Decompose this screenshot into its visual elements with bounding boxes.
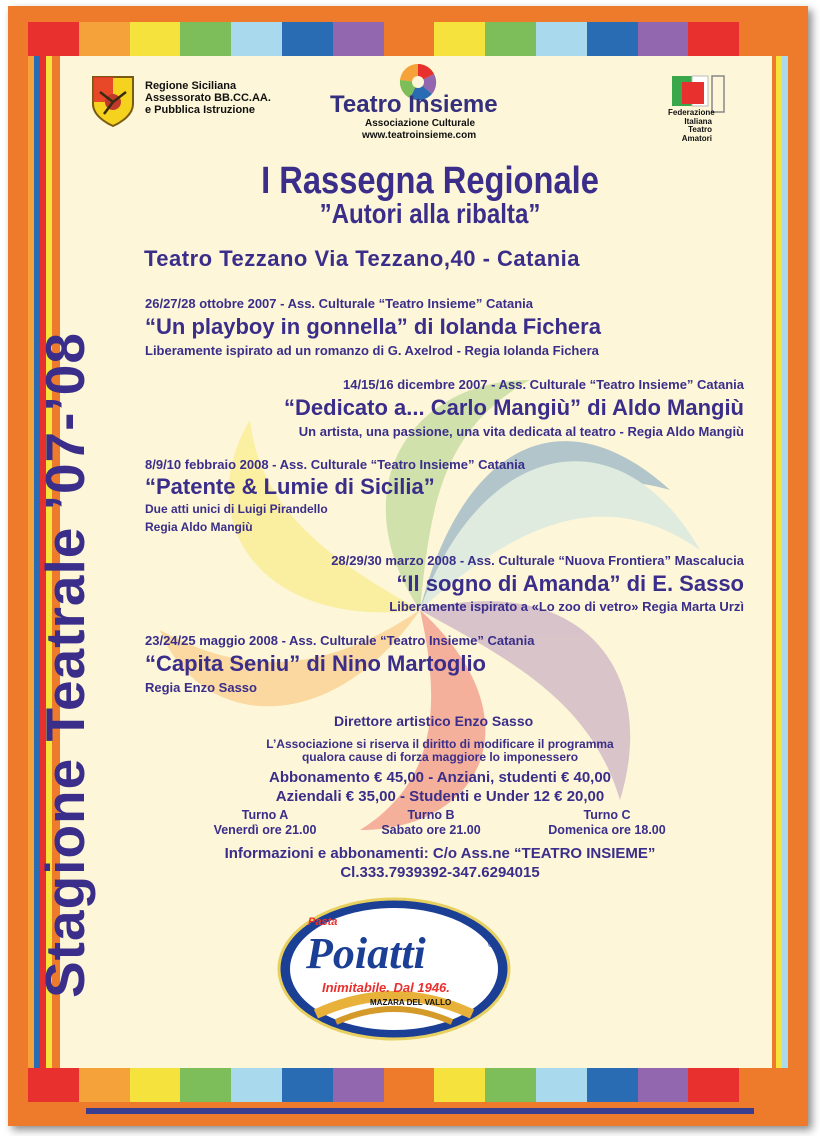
color-stripe-block <box>688 1068 739 1102</box>
show-3-note-2: Regia Aldo Mangiù <box>145 520 253 534</box>
color-stripe-block <box>282 1068 333 1102</box>
color-stripe-block <box>434 1068 485 1102</box>
color-stripe-block <box>180 22 231 56</box>
top-color-stripes <box>28 22 790 56</box>
color-stripe-block <box>231 22 282 56</box>
region-line-3: e Pubblica Istruzione <box>145 104 256 116</box>
main-title: I Rassegna Regionale <box>261 160 599 202</box>
color-stripe-block <box>333 22 384 56</box>
fita-text <box>668 108 715 143</box>
fita-line-4: Amatori <box>681 133 712 143</box>
fita-line-1: Federazione <box>668 108 715 117</box>
show-1-note: Liberamente ispirato ad un romanzo di G. Axelrod - Regia Iolanda Fichera <box>145 343 599 358</box>
sub-title: ”Autori alla ribalta” <box>319 198 541 229</box>
show-2-note: Un artista, una passione, una vita dedicata al teatro - Regia Aldo Mangiù <box>298 424 744 439</box>
fita-line-2: Italiana <box>684 116 712 126</box>
turno-b-time: Sabato ore 21.00 <box>381 823 481 837</box>
color-stripe-block <box>79 1068 130 1102</box>
sponsor-tagline: Inimitabile. Dal 1946. <box>322 980 450 995</box>
color-stripe-block <box>688 22 739 56</box>
color-stripe-block <box>739 22 790 56</box>
color-stripe-block <box>180 1068 231 1102</box>
region-line-2: Assessorato BB.CC.AA. <box>145 92 271 104</box>
price-line-1: Abbonamento € 45,00 - Anziani, studenti € 40,00 <box>268 769 612 786</box>
regione-siciliana-crest-icon <box>90 74 136 128</box>
color-stripe-block <box>79 22 130 56</box>
show-4-dates: 28/29/30 marzo 2008 - Ass. Culturale “Nuova Frontiera” Mascalucia <box>331 553 744 568</box>
artistic-director: Direttore artistico Enzo Sasso <box>334 713 534 729</box>
turno-a-name: Turno A <box>241 808 289 822</box>
turno-c-time: Domenica ore 18.00 <box>548 823 666 837</box>
sponsor-pasta-label: Pasta <box>308 916 338 928</box>
show-3-title: “Patente & Lumie di Sicilia” <box>145 474 435 499</box>
poiatti-sponsor-logo <box>276 896 512 1042</box>
color-stripe-block <box>536 1068 587 1102</box>
org-name: Teatro Insieme <box>330 91 498 118</box>
color-stripe-block <box>28 22 79 56</box>
bottom-color-stripes <box>28 1068 790 1102</box>
show-2-title: “Dedicato a... Carlo Mangiù” di Aldo Mangiù <box>284 395 744 420</box>
show-5-title: “Capita Seniu” di Nino Martoglio <box>145 651 486 676</box>
sponsor-place: MAZARA DEL VALLO <box>370 998 452 1007</box>
sponsor-registered-mark: ® <box>488 940 494 949</box>
show-4-title: “Il sogno di Amanda” di E. Sasso <box>396 571 744 596</box>
region-name <box>145 80 271 116</box>
color-stripe-block <box>333 1068 384 1102</box>
turno-c-name: Turno C <box>583 808 631 822</box>
color-stripe-block <box>130 1068 181 1102</box>
color-stripe-block <box>638 1068 689 1102</box>
price-line-2: Aziendali € 35,00 - Studenti e Under 12 € 20,00 <box>275 788 605 805</box>
color-stripe-block <box>434 22 485 56</box>
color-stripe-block <box>739 1068 790 1102</box>
turno-b-name: Turno B <box>407 808 455 822</box>
info-line: Informazioni e abbonamenti: C/o Ass.ne “TEATRO INSIEME” <box>224 845 656 862</box>
show-4-note: Liberamente ispirato a «Lo zoo di vetro» Regia Marta Urzì <box>389 599 744 614</box>
color-stripe-block <box>485 1068 536 1102</box>
color-stripe-block <box>536 22 587 56</box>
show-1-dates: 26/27/28 ottobre 2007 - Ass. Culturale “Teatro Insieme” Catania <box>145 296 533 311</box>
org-website: www.teatroinsieme.com <box>362 130 477 141</box>
color-stripe-block <box>282 22 333 56</box>
show-3-dates: 8/9/10 febbraio 2008 - Ass. Culturale “Teatro Insieme” Catania <box>145 457 526 472</box>
color-stripe-block <box>485 22 536 56</box>
vertical-season-title: Stagione Teatrale ’07-’08 <box>34 332 96 998</box>
sponsor-brand: Poiatti <box>306 929 426 978</box>
color-stripe-block <box>587 22 638 56</box>
disclaimer-line-2: qualora cause di forza maggiore lo imponessero <box>301 750 579 764</box>
show-3-note-1: Due atti unici di Luigi Pirandello <box>145 502 328 516</box>
color-stripe-block <box>231 1068 282 1102</box>
color-stripe-block <box>130 22 181 56</box>
show-5-dates: 23/24/25 maggio 2008 - Ass. Culturale “Teatro Insieme” Catania <box>145 633 535 648</box>
show-5-note: Regia Enzo Sasso <box>145 680 257 695</box>
color-stripe-block <box>384 1068 435 1102</box>
fita-line-3: Teatro <box>688 125 712 134</box>
color-stripe-block <box>587 1068 638 1102</box>
color-stripe-block <box>384 22 435 56</box>
region-line-1: Regione Siciliana <box>145 80 237 92</box>
color-stripe-block <box>638 22 689 56</box>
org-subtitle: Associazione Culturale <box>365 118 476 129</box>
bottom-navy-bar <box>86 1108 754 1114</box>
turno-a-time: Venerdì ore 21.00 <box>213 823 317 837</box>
phone-line: Cl.333.7939392-347.6294015 <box>340 864 540 881</box>
disclaimer-line-1: L’Associazione si riserva il diritto di modificare il programma <box>266 737 614 751</box>
show-2-dates: 14/15/16 dicembre 2007 - Ass. Culturale “Teatro Insieme” Catania <box>342 377 744 392</box>
venue-line: Teatro Tezzano Via Tezzano,40 - Catania <box>144 246 580 271</box>
color-stripe-block <box>28 1068 79 1102</box>
show-1-title: “Un playboy in gonnella” di Iolanda Fichera <box>145 314 601 339</box>
